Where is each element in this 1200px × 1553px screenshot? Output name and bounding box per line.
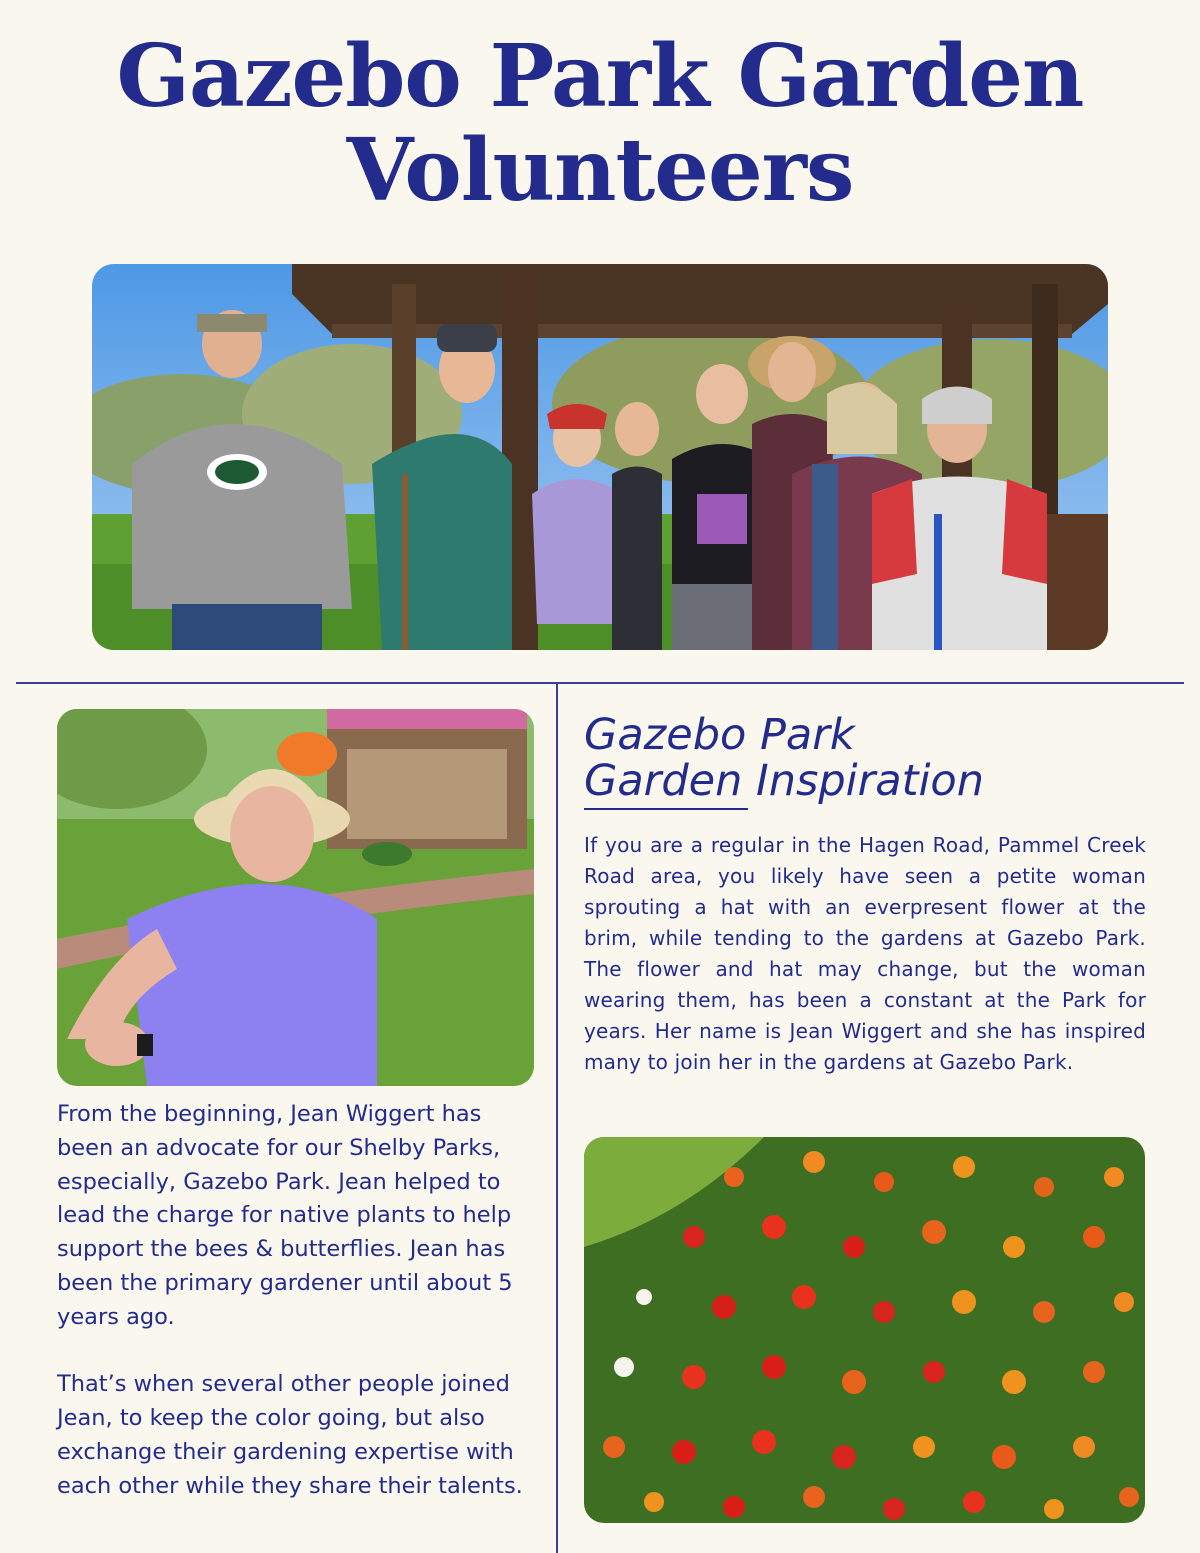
vertical-divider bbox=[556, 684, 558, 1553]
jean-wiggert-portrait bbox=[57, 709, 534, 1086]
inspiration-heading-line-1: Gazebo Park bbox=[584, 710, 855, 760]
volunteers-group-photo bbox=[92, 264, 1108, 650]
inspiration-heading bbox=[584, 712, 1164, 804]
title-line-1: Gazebo Park Garden bbox=[116, 26, 1084, 127]
heading-underline bbox=[584, 808, 748, 810]
page-title bbox=[0, 26, 1200, 221]
title-line-2: Volunteers bbox=[346, 120, 854, 221]
inspiration-paragraph: If you are a regular in the Hagen Road, Pammel Creek Road area, you likely have seen a petite woman sprouting a hat with an everpresent flower at the brim, while tending to the gardens at Gazebo Park. The flower and hat may change, but the woman wearing them, has been a constant at the Park for years. Her name is Jean Wiggert and she has inspired many to join her in the gardens at Gazebo Park. bbox=[584, 833, 1146, 1074]
story-paragraph-2: That’s when several other people joined Jean, to keep the color going, but also exchange their gardening expertise with each other while they share their talents. bbox=[57, 1371, 523, 1499]
horizontal-divider bbox=[16, 682, 1184, 684]
zinnia-flower-bed bbox=[584, 1137, 1145, 1523]
inspiration-heading-line-2: Garden Inspiration bbox=[584, 756, 984, 806]
story-paragraph-1: From the beginning, Jean Wiggert has been an advocate for our Shelby Parks, especially, Gazebo Park. Jean helped to lead the charge for native plants to help support the bees & butterflies. Jean has been the primary gardener until about 5 years ago. bbox=[57, 1101, 513, 1330]
story-text bbox=[57, 1098, 537, 1504]
